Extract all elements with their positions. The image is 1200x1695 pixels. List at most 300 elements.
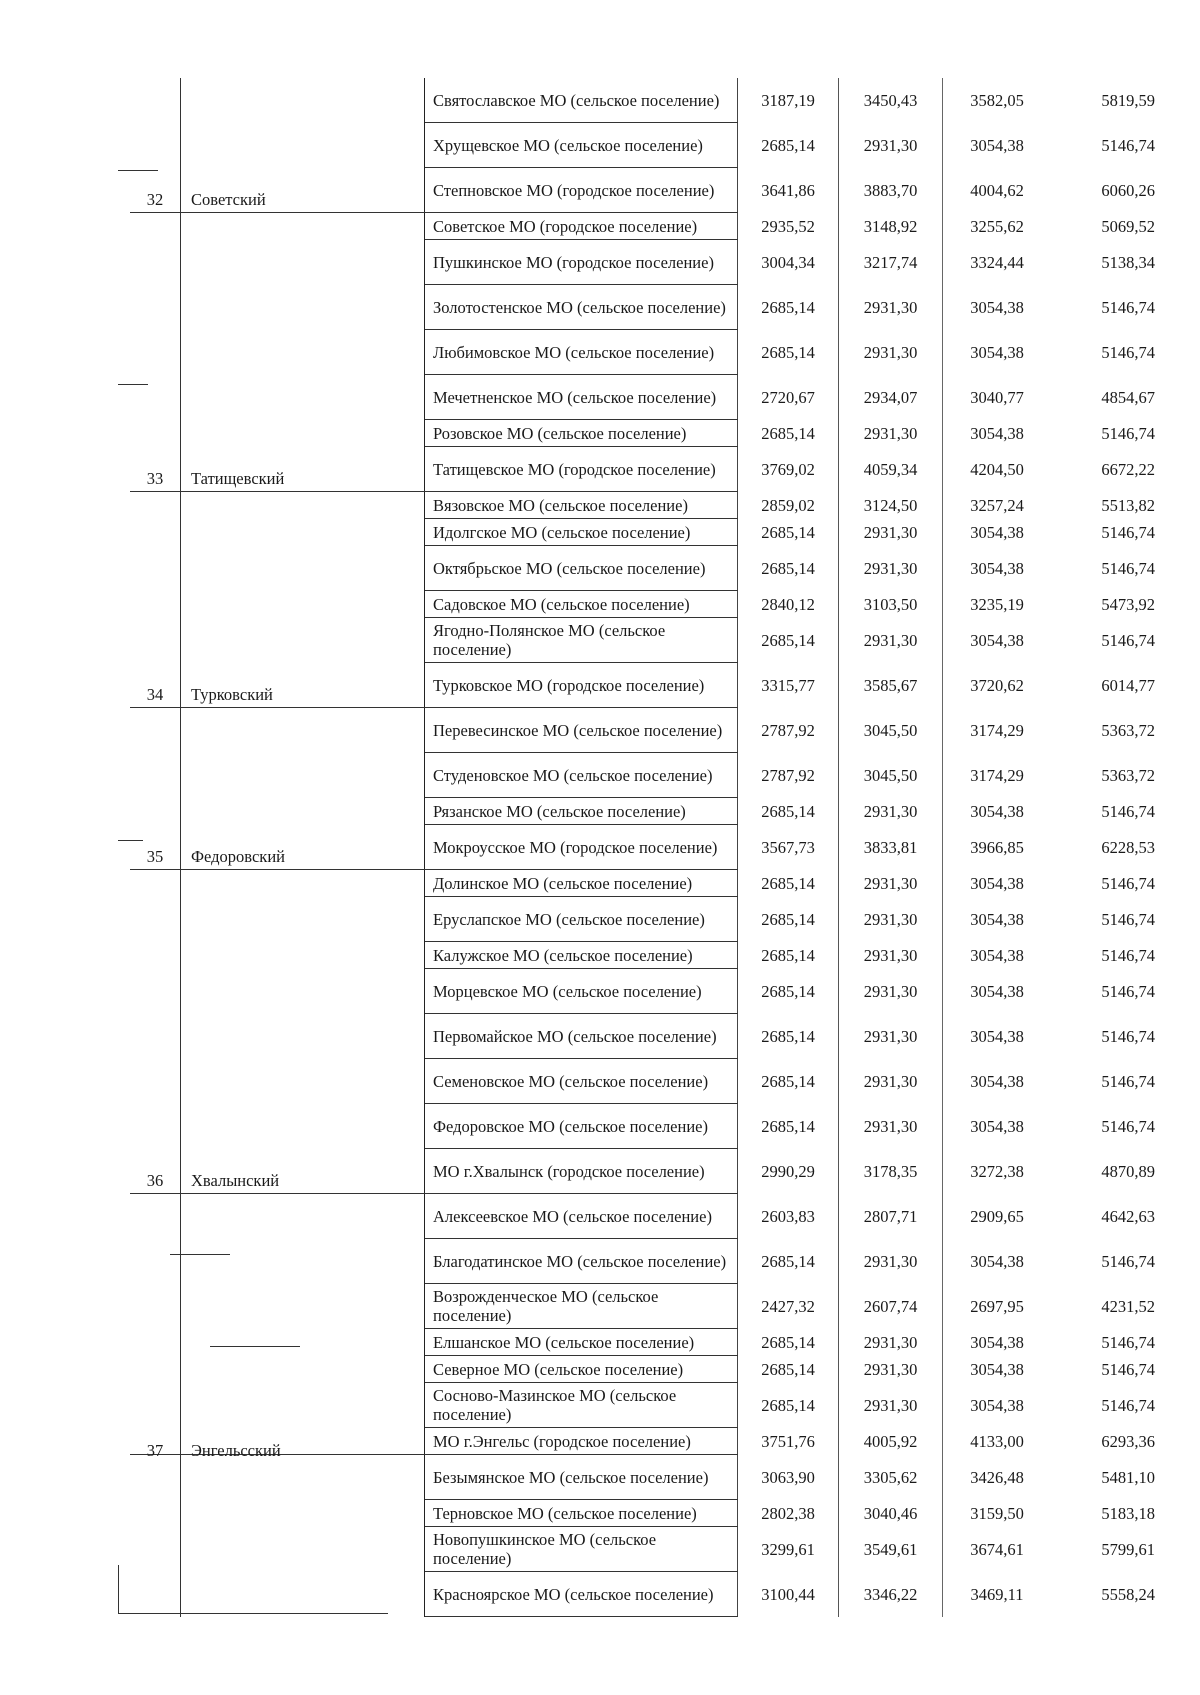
value-cell-3: 3054,38 (970, 945, 1024, 965)
municipality-name-cell: МО г.Энгельс (городское поселение) (425, 1428, 738, 1455)
value-cell-2: 2934,07 (839, 375, 943, 420)
municipality-name-cell: Хрущевское МО (сельское поселение) (425, 123, 738, 168)
value-cell-4: 5183,18 (1101, 1503, 1155, 1523)
value-cell-2: 3045,50 (839, 753, 943, 798)
value-cell-1: 2685,14 (738, 618, 839, 663)
value-cell-2: 3178,35 (839, 1149, 943, 1194)
value-cell-3: 3054,38 (970, 558, 1024, 578)
table-row (130, 1104, 1169, 1149)
value-cell-3: 3054,38 (970, 1116, 1024, 1136)
value-cell-3: 3054,38 (970, 297, 1024, 317)
value-cell-1: 2685,14 (738, 519, 839, 546)
value-cell-4: 5146,74 (1101, 1359, 1155, 1379)
value-cell-1: 3100,44 (738, 1572, 839, 1617)
municipality-name-cell: Вязовское МО (сельское поселение) (425, 492, 738, 519)
value-cell-2: 3549,61 (839, 1527, 943, 1572)
municipality-name-cell: Идолгское МО (сельское поселение) (425, 519, 738, 546)
municipality-name-cell: МО г.Хвалынск (городское поселение) (425, 1149, 738, 1194)
municipality-name-cell: Мокроусское МО (городское поселение) (425, 825, 738, 870)
value-cell-4: 5146,74 (1101, 981, 1155, 1001)
value-cell-2: 2931,30 (839, 618, 943, 663)
value-cell-4: 5146,74 (1101, 342, 1155, 362)
table-row (130, 1500, 1169, 1527)
value-cell-4: 4854,67 (1101, 387, 1155, 407)
district-name-cell (181, 330, 425, 375)
value-cell-3: 3674,61 (970, 1539, 1024, 1559)
table-row (130, 798, 1169, 825)
district-name-cell (181, 1455, 425, 1500)
value-cell-3: 3054,38 (970, 1332, 1024, 1352)
table-row (130, 1194, 1169, 1239)
district-number-cell (130, 1428, 181, 1461)
value-cell-3: 3054,38 (970, 801, 1024, 821)
municipality-name-cell: Святославское МО (сельское поселение) (425, 78, 738, 123)
district-number-cell (130, 969, 181, 1014)
municipality-name-cell: Золотостенское МО (сельское поселение) (425, 285, 738, 330)
value-cell-4: 5146,74 (1101, 135, 1155, 155)
value-cell-2: 2607,74 (839, 1284, 943, 1329)
value-cell-4: 6014,77 (1101, 675, 1155, 695)
table-row (130, 492, 1169, 519)
table-row (130, 123, 1169, 168)
value-cell-2: 3045,50 (839, 708, 943, 753)
value-cell-4: 6293,36 (1101, 1431, 1155, 1451)
value-cell-4: 5146,74 (1101, 630, 1155, 650)
value-cell-3: 3469,11 (970, 1584, 1024, 1604)
district-name-cell (181, 123, 425, 168)
district-name-cell (181, 240, 425, 285)
value-cell-4: 5799,61 (1101, 1539, 1155, 1559)
value-cell-3: 3054,38 (970, 1395, 1024, 1415)
value-cell-1: 2685,14 (738, 546, 839, 591)
value-cell-4: 5146,74 (1101, 522, 1155, 542)
district-name-cell (181, 870, 425, 897)
scan-line-fragment (118, 1613, 388, 1614)
table-row (130, 375, 1169, 420)
value-cell-1: 2802,38 (738, 1500, 839, 1527)
value-cell-1: 2685,14 (738, 1104, 839, 1149)
table-row (130, 420, 1169, 447)
district-name-cell (181, 1239, 425, 1284)
table-row (130, 240, 1169, 285)
municipality-name-cell: Алексеевское МО (сельское поселение) (425, 1194, 738, 1239)
value-cell-2: 2931,30 (839, 897, 943, 942)
value-cell-4: 5473,92 (1101, 594, 1155, 614)
table-row (130, 753, 1169, 798)
district-number-cell (130, 1194, 181, 1239)
district-name-cell (181, 375, 425, 420)
district-number-cell (130, 492, 181, 519)
value-cell-1: 2685,14 (738, 1014, 839, 1059)
district-name-cell (181, 213, 425, 240)
value-cell-3: 3054,38 (970, 909, 1024, 929)
table-row (130, 591, 1169, 618)
value-cell-1: 3004,34 (738, 240, 839, 285)
district-name-cell (181, 1014, 425, 1059)
table-row (130, 825, 1169, 870)
district-number-cell (130, 375, 181, 420)
district-name-cell (181, 519, 425, 546)
municipality-name-cell: Ягодно-Полянское МО (сельское поселение) (425, 618, 738, 663)
district-name-cell (181, 1149, 425, 1194)
district-number-cell (130, 1014, 181, 1059)
district-number-cell (130, 240, 181, 285)
value-cell-4: 5363,72 (1101, 765, 1155, 785)
value-cell-3: 3235,19 (970, 594, 1024, 614)
district-name-cell (181, 78, 425, 123)
value-cell-1: 2990,29 (738, 1149, 839, 1194)
value-cell-4: 5146,74 (1101, 1026, 1155, 1046)
district-number-cell (130, 942, 181, 969)
municipality-name-cell: Калужское МО (сельское поселение) (425, 942, 738, 969)
value-cell-1: 3063,90 (738, 1455, 839, 1500)
value-cell-1: 3769,02 (738, 447, 839, 492)
value-cell-1: 2685,14 (738, 420, 839, 447)
value-cell-2: 2931,30 (839, 942, 943, 969)
value-cell-1: 2685,14 (738, 870, 839, 897)
value-cell-1: 2685,14 (738, 1329, 839, 1356)
district-name-cell (181, 285, 425, 330)
district-number-cell (130, 546, 181, 591)
district-name-cell (181, 168, 425, 213)
district-name-cell (181, 1500, 425, 1527)
value-cell-2: 2931,30 (839, 123, 943, 168)
value-cell-1: 2840,12 (738, 591, 839, 618)
municipality-name-cell: Перевесинское МО (сельское поселение) (425, 708, 738, 753)
table-row (130, 708, 1169, 753)
district-number-cell-text: 36 (146, 1171, 164, 1191)
district-name-cell (181, 591, 425, 618)
district-name-cell (181, 492, 425, 519)
value-cell-4: 5146,74 (1101, 1071, 1155, 1091)
value-cell-1: 2427,32 (738, 1284, 839, 1329)
value-cell-3: 3054,38 (970, 135, 1024, 155)
value-cell-1: 2935,52 (738, 213, 839, 240)
municipality-name-cell: Татищевское МО (городское поселение) (425, 447, 738, 492)
municipality-name-cell: Пушкинское МО (городское поселение) (425, 240, 738, 285)
municipality-name-cell: Долинское МО (сельское поселение) (425, 870, 738, 897)
table-row (130, 1284, 1169, 1329)
municipality-name-cell: Безымянское МО (сельское поселение) (425, 1455, 738, 1500)
value-cell-1: 2685,14 (738, 1383, 839, 1428)
district-name-cell-text: Федоровский (191, 847, 285, 867)
district-name-cell (181, 1059, 425, 1104)
value-cell-1: 3299,61 (738, 1527, 839, 1572)
municipality-name-cell: Рязанское МО (сельское поселение) (425, 798, 738, 825)
table-row (130, 1356, 1169, 1383)
value-cell-1: 3315,77 (738, 663, 839, 708)
value-cell-1: 3641,86 (738, 168, 839, 213)
scan-line-fragment (210, 1346, 300, 1347)
municipality-name-cell: Розовское МО (сельское поселение) (425, 420, 738, 447)
municipality-name-cell: Новопушкинское МО (сельское поселение) (425, 1527, 738, 1572)
district-name-cell (181, 942, 425, 969)
table-row (130, 663, 1169, 708)
district-name-cell (181, 1104, 425, 1149)
district-number-cell (130, 708, 181, 753)
value-cell-2: 2931,30 (839, 1059, 943, 1104)
district-number-cell (130, 1356, 181, 1383)
municipality-name-cell: Студеновское МО (сельское поселение) (425, 753, 738, 798)
value-cell-3: 3054,38 (970, 1026, 1024, 1046)
value-cell-2: 3833,81 (839, 825, 943, 870)
value-cell-4: 6672,22 (1101, 459, 1155, 479)
district-number-cell (130, 1572, 181, 1617)
value-cell-1: 2787,92 (738, 753, 839, 798)
value-cell-3: 3054,38 (970, 1251, 1024, 1271)
district-name-cell (181, 546, 425, 591)
value-cell-1: 2787,92 (738, 708, 839, 753)
value-cell-4: 5146,74 (1101, 423, 1155, 443)
value-cell-1: 2685,14 (738, 897, 839, 942)
value-cell-3: 3054,38 (970, 1359, 1024, 1379)
value-cell-2: 2931,30 (839, 1014, 943, 1059)
value-cell-2: 4059,34 (839, 447, 943, 492)
value-cell-1: 2685,14 (738, 1239, 839, 1284)
district-number-cell (130, 1455, 181, 1500)
value-cell-3: 2909,65 (970, 1206, 1024, 1226)
district-number-cell (130, 420, 181, 447)
value-cell-3: 3159,50 (970, 1503, 1024, 1523)
value-cell-4: 5138,34 (1101, 252, 1155, 272)
table-row (130, 1383, 1169, 1428)
district-number-cell-text: 35 (146, 847, 164, 867)
district-name-cell (181, 420, 425, 447)
value-cell-3: 3720,62 (970, 675, 1024, 695)
district-number-cell (130, 1239, 181, 1284)
municipal-tariff-table (130, 78, 1170, 1617)
value-cell-2: 2931,30 (839, 969, 943, 1014)
value-cell-1: 2685,14 (738, 942, 839, 969)
value-cell-4: 6228,53 (1101, 837, 1155, 857)
scan-line-fragment (118, 840, 143, 841)
district-name-cell (181, 1194, 425, 1239)
value-cell-1: 3751,76 (738, 1428, 839, 1455)
value-cell-4: 5146,74 (1101, 1332, 1155, 1352)
value-cell-3: 3582,05 (970, 90, 1024, 110)
value-cell-3: 3255,62 (970, 216, 1024, 236)
value-cell-2: 3103,50 (839, 591, 943, 618)
value-cell-4: 4231,52 (1101, 1296, 1155, 1316)
district-name-cell-text: Татищевский (191, 469, 285, 489)
value-cell-4: 5146,74 (1101, 945, 1155, 965)
table-row (130, 1527, 1169, 1572)
value-cell-2: 2931,30 (839, 519, 943, 546)
value-cell-3: 3966,85 (970, 837, 1024, 857)
value-cell-3: 4004,62 (970, 180, 1024, 200)
district-number-cell-text: 37 (146, 1441, 164, 1461)
value-cell-2: 3305,62 (839, 1455, 943, 1500)
district-number-cell (130, 447, 181, 492)
municipality-name-cell: Семеновское МО (сельское поселение) (425, 1059, 738, 1104)
value-cell-2: 3040,46 (839, 1500, 943, 1527)
district-number-cell (130, 1500, 181, 1527)
district-name-cell-text: Энгельсский (191, 1441, 281, 1461)
district-name-cell (181, 969, 425, 1014)
table-row (130, 618, 1169, 663)
district-number-cell-text: 33 (146, 469, 164, 489)
district-number-cell (130, 663, 181, 708)
table-row (130, 1149, 1169, 1194)
municipality-name-cell: Сосново-Мазинское МО (сельское поселение) (425, 1383, 738, 1428)
table-row (130, 285, 1169, 330)
value-cell-3: 3257,24 (970, 495, 1024, 515)
district-name-cell (181, 897, 425, 942)
municipality-name-cell: Садовское МО (сельское поселение) (425, 591, 738, 618)
value-cell-2: 2931,30 (839, 420, 943, 447)
district-number-cell (130, 78, 181, 123)
value-cell-4: 5146,74 (1101, 1116, 1155, 1136)
table-row (130, 1572, 1169, 1617)
scan-line-fragment (118, 384, 148, 385)
value-cell-4: 5146,74 (1101, 558, 1155, 578)
value-cell-4: 6060,26 (1101, 180, 1155, 200)
table-row (130, 213, 1169, 240)
municipality-name-cell: Красноярское МО (сельское поселение) (425, 1572, 738, 1617)
value-cell-4: 5513,82 (1101, 495, 1155, 515)
value-cell-2: 3217,74 (839, 240, 943, 285)
municipality-name-cell: Елшанское МО (сельское поселение) (425, 1329, 738, 1356)
municipality-name-cell: Морцевское МО (сельское поселение) (425, 969, 738, 1014)
district-name-cell-text: Советский (191, 190, 266, 210)
table-row (130, 969, 1169, 1014)
value-cell-2: 3346,22 (839, 1572, 943, 1617)
municipality-name-cell: Возрожденческое МО (сельское поселение) (425, 1284, 738, 1329)
table-row (130, 1455, 1169, 1500)
value-cell-2: 2931,30 (839, 798, 943, 825)
district-number-cell (130, 1149, 181, 1194)
table-row (130, 78, 1169, 123)
district-number-cell (130, 1104, 181, 1149)
value-cell-3: 3040,77 (970, 387, 1024, 407)
value-cell-3: 3054,38 (970, 342, 1024, 362)
table-row (130, 1428, 1169, 1455)
value-cell-4: 5146,74 (1101, 1251, 1155, 1271)
value-cell-4: 5819,59 (1101, 90, 1155, 110)
value-cell-1: 3187,19 (738, 78, 839, 123)
value-cell-1: 2685,14 (738, 969, 839, 1014)
value-cell-4: 5558,24 (1101, 1584, 1155, 1604)
district-number-cell (130, 870, 181, 897)
value-cell-2: 2931,30 (839, 285, 943, 330)
district-number-cell (130, 1329, 181, 1356)
table-row (130, 897, 1169, 942)
value-cell-1: 2685,14 (738, 1059, 839, 1104)
district-number-cell (130, 753, 181, 798)
district-number-cell (130, 591, 181, 618)
value-cell-2: 2931,30 (839, 330, 943, 375)
scan-line-fragment (118, 170, 158, 171)
value-cell-2: 2931,30 (839, 1383, 943, 1428)
district-name-cell-text: Хвалынский (191, 1171, 280, 1191)
value-cell-4: 5146,74 (1101, 909, 1155, 929)
municipality-name-cell: Турковское МО (городское поселение) (425, 663, 738, 708)
municipality-name-cell: Первомайское МО (сельское поселение) (425, 1014, 738, 1059)
table-row (130, 546, 1169, 591)
value-cell-2: 3124,50 (839, 492, 943, 519)
value-cell-3: 3054,38 (970, 1071, 1024, 1091)
value-cell-2: 2931,30 (839, 546, 943, 591)
value-cell-1: 2720,67 (738, 375, 839, 420)
municipality-name-cell: Благодатинское МО (сельское поселение) (425, 1239, 738, 1284)
district-number-cell (130, 618, 181, 663)
table-row (130, 1059, 1169, 1104)
municipality-name-cell: Еруслапское МО (сельское поселение) (425, 897, 738, 942)
value-cell-2: 2931,30 (839, 1329, 943, 1356)
value-cell-3: 3324,44 (970, 252, 1024, 272)
district-name-cell (181, 825, 425, 870)
value-cell-4: 5146,74 (1101, 873, 1155, 893)
table-row (130, 942, 1169, 969)
value-cell-3: 3426,48 (970, 1467, 1024, 1487)
district-number-cell-text: 32 (146, 190, 164, 210)
district-name-cell (181, 1356, 425, 1383)
district-number-cell (130, 1284, 181, 1329)
district-number-cell (130, 897, 181, 942)
value-cell-3: 3054,38 (970, 522, 1024, 542)
district-name-cell (181, 447, 425, 492)
district-number-cell (130, 519, 181, 546)
district-number-cell (130, 1059, 181, 1104)
district-number-cell (130, 1527, 181, 1572)
municipality-name-cell: Любимовское МО (сельское поселение) (425, 330, 738, 375)
value-cell-2: 2931,30 (839, 1239, 943, 1284)
value-cell-3: 2697,95 (970, 1296, 1024, 1316)
district-name-cell (181, 708, 425, 753)
district-number-cell (130, 825, 181, 870)
district-number-cell (130, 285, 181, 330)
value-cell-3: 3174,29 (970, 720, 1024, 740)
value-cell-3: 4133,00 (970, 1431, 1024, 1451)
value-cell-2: 2931,30 (839, 1104, 943, 1149)
table-row (130, 1014, 1169, 1059)
municipality-name-cell: Советское МО (городское поселение) (425, 213, 738, 240)
district-name-cell (181, 663, 425, 708)
scan-line-fragment (118, 1565, 119, 1613)
value-cell-3: 4204,50 (970, 459, 1024, 479)
value-cell-2: 3585,67 (839, 663, 943, 708)
value-cell-1: 3567,73 (738, 825, 839, 870)
value-cell-2: 3148,92 (839, 213, 943, 240)
value-cell-1: 2685,14 (738, 1356, 839, 1383)
municipality-name-cell: Федоровское МО (сельское поселение) (425, 1104, 738, 1149)
scan-line-fragment (170, 1254, 230, 1255)
table-row (130, 870, 1169, 897)
value-cell-2: 2807,71 (839, 1194, 943, 1239)
value-cell-4: 5481,10 (1101, 1467, 1155, 1487)
value-cell-3: 3174,29 (970, 765, 1024, 785)
value-cell-2: 4005,92 (839, 1428, 943, 1455)
district-name-cell (181, 1428, 425, 1461)
municipality-name-cell: Октябрьское МО (сельское поселение) (425, 546, 738, 591)
table-row (130, 519, 1169, 546)
district-name-cell (181, 1284, 425, 1329)
value-cell-3: 3272,38 (970, 1161, 1024, 1181)
value-cell-4: 5363,72 (1101, 720, 1155, 740)
district-number-cell (130, 798, 181, 825)
district-name-cell (181, 753, 425, 798)
municipality-name-cell: Мечетненское МО (сельское поселение) (425, 375, 738, 420)
value-cell-4: 5069,52 (1101, 216, 1155, 236)
municipality-name-cell: Терновское МО (сельское поселение) (425, 1500, 738, 1527)
value-cell-3: 3054,38 (970, 630, 1024, 650)
value-cell-2: 3450,43 (839, 78, 943, 123)
value-cell-4: 4642,63 (1101, 1206, 1155, 1226)
district-name-cell (181, 1572, 425, 1617)
value-cell-1: 2685,14 (738, 330, 839, 375)
table-row (130, 330, 1169, 375)
value-cell-3: 3054,38 (970, 423, 1024, 443)
